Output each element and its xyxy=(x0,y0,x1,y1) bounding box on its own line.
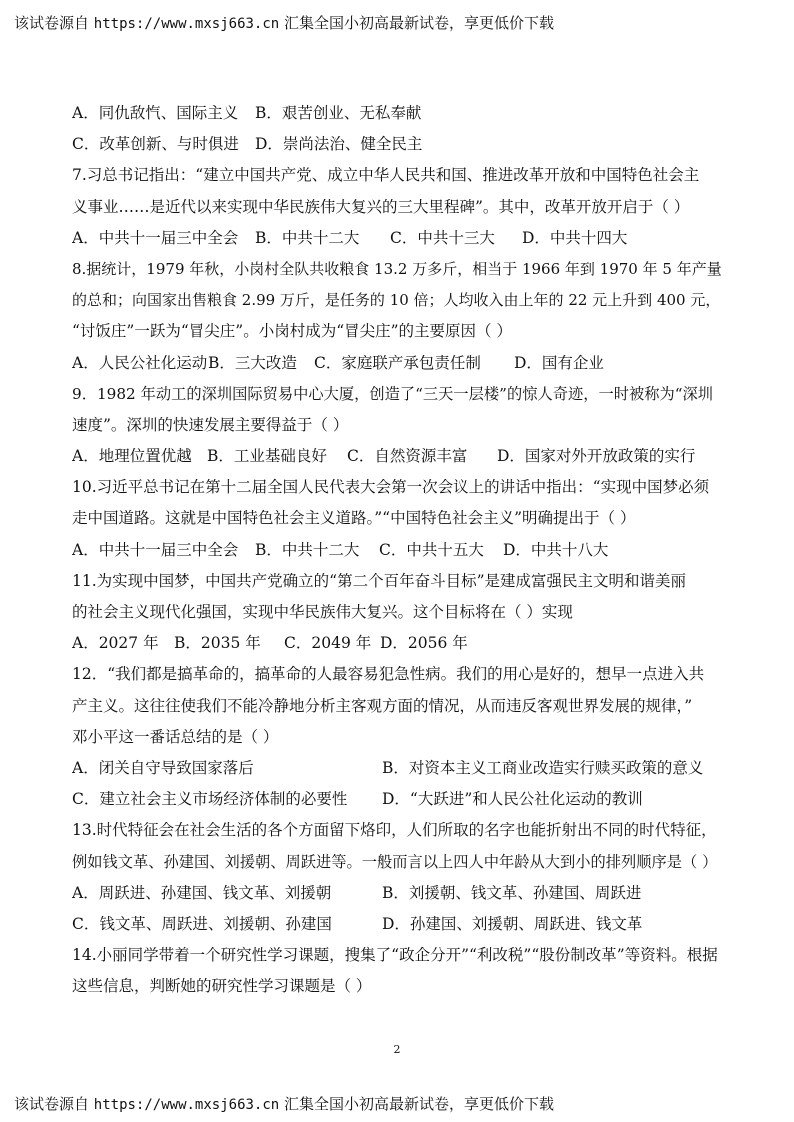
q13-options-row-1 xyxy=(72,878,722,909)
footer-prefix: 该试卷源自 xyxy=(14,1095,94,1113)
q10-option-d: D．中共十八大 xyxy=(503,540,609,559)
q11-option-d: D．2056 年 xyxy=(380,634,468,653)
page-number: 2 xyxy=(393,1043,401,1056)
q13-option-b: B．刘援朝、钱文革、孙建国、周跃进 xyxy=(382,883,642,902)
q11-stem-line-1: 11.为实现中国梦，中国共产党确立的“第二个百年奋斗目标”是建成富强民主文明和谐美丽 xyxy=(72,571,687,590)
q7-option-b: B．中共十二大 xyxy=(255,228,360,247)
q7-option-c: C．中共十三大 xyxy=(390,228,495,247)
q7-stem-line-2: 义事业……是近代以来实现中华民族伟大复兴的三大里程碑”。其中，改革开放开启于（ ） xyxy=(72,197,690,216)
q11-option-a: A．2027 年 xyxy=(72,634,159,653)
q8-option-b: B．三大改造 xyxy=(208,353,297,372)
q9-options xyxy=(72,441,722,472)
q9-stem-line-2: 速度”。深圳的快速发展主要得益于（ ） xyxy=(72,415,349,434)
q13-option-c: C．钱文革、周跃进、刘援朝、孙建国 xyxy=(72,914,332,933)
q8-option-a: A．人民公社化运动 xyxy=(72,353,208,372)
q6-option-b: B．艰苦创业、无私奉献 xyxy=(255,104,422,122)
q9-option-d: D．国家对外开放政策的实行 xyxy=(497,447,696,466)
q6-option-a: A．同仇敌忾、国际主义 xyxy=(72,104,239,122)
q10-stem-line-1: 10.习近平总书记在第十二届全国人民代表大会第一次会议上的讲话中指出：“实现中国梦必须 xyxy=(72,478,710,497)
q10-stem-line-2: 走中国道路。这就是中国特色社会主义道路。”“中国特色社会主义”明确提出于（ ） xyxy=(72,509,636,528)
q12-stem-line-3: 邓小平这一番话总结的是（ ） xyxy=(72,727,279,746)
q8-option-d: D．国有企业 xyxy=(514,353,604,372)
q9-option-a: A．地理位置优越 xyxy=(72,447,192,466)
q14-stem-line-1: 14.小丽同学带着一个研究性学习课题，搜集了“政企分开”“利改税”“股份制改革”等资料。根据 xyxy=(72,946,718,965)
q13-options-row-2 xyxy=(72,909,722,940)
q12-option-d: D．“大跃进”和人民公社化运动的教训 xyxy=(382,790,643,809)
q8-stem-line-3: “讨饭庄”一跃为“冒尖庄”。小岗村成为“冒尖庄”的主要原因（ ） xyxy=(72,322,512,341)
q11-stem-line-2: 的社会主义现代化强国，实现中华民族伟大复兴。这个目标将在（ ）实现 xyxy=(72,603,573,621)
q6-option-d: D．崇尚法治、健全民主 xyxy=(255,135,423,154)
q13-option-d: D．孙建国、刘援朝、周跃进、钱文革 xyxy=(382,914,643,933)
q7-options xyxy=(72,223,722,254)
q12-option-b: B．对资本主义工商业改造实行赎买政策的意义 xyxy=(382,758,704,777)
q8-option-c: C．家庭联产承包责任制 xyxy=(314,353,481,372)
q12-option-c: C．建立社会主义市场经济体制的必要性 xyxy=(72,790,348,809)
q11-option-c: C．2049 年 xyxy=(284,634,372,653)
q7-option-a: A．中共十一届三中全会 xyxy=(72,228,239,247)
footer-banner xyxy=(14,1093,554,1114)
q10-option-a: A．中共十一届三中全会 xyxy=(72,540,239,559)
q12-options-row-1 xyxy=(72,753,722,784)
q12-option-a: A．闭关自守导致国家落后 xyxy=(72,758,254,777)
header-url-link[interactable]: https://www.mxsj663.cn xyxy=(93,16,280,32)
q8-stem-line-2: 的总和；向国家出售粮食 2.99 万斤，是任务的 10 倍；人均收入由上年的 22 元上升到 400 元， xyxy=(72,291,721,310)
q9-option-c: C．自然资源丰富 xyxy=(347,447,468,466)
q8-options xyxy=(72,348,722,379)
q13-stem-line-2: 例如钱文革、孙建国、刘援朝、周跃进等。一般而言以上四人中年龄从大到小的排列顺序是（ ） xyxy=(72,852,718,871)
exam-content xyxy=(72,98,722,1002)
q7-stem-line-1: 7.习总书记指出：“建立中国共产党、成立中华人民共和国、推进改革开放和中国特色社会主 xyxy=(72,166,700,185)
q11-options xyxy=(72,628,722,659)
q7-option-d: D．中共十四大 xyxy=(522,228,628,247)
q10-option-c: C．中共十五大 xyxy=(379,540,484,559)
q8-stem-line-1: 8.据统计，1979 年秋，小岗村全队共收粮食 13.2 万多斤，相当于 1966 年到 1970 年 5 年产量 xyxy=(72,259,722,278)
q9-option-b: B．工业基础良好 xyxy=(207,447,327,466)
footer-url-link[interactable]: https://www.mxsj663.cn xyxy=(93,1097,280,1113)
q14-stem-line-2: 这些信息，判断她的研究性学习课题是（ ） xyxy=(72,977,372,996)
header-banner xyxy=(14,12,554,33)
q13-option-a: A．周跃进、孙建国、钱文革、刘援朝 xyxy=(72,883,332,902)
q6-options-row-2 xyxy=(72,129,722,160)
q6-option-c: C．改革创新、与时俱进 xyxy=(72,135,239,154)
q12-options-row-2 xyxy=(72,784,722,815)
q6-options-row-1 xyxy=(72,98,722,129)
q12-stem-line-1: 12．“我们都是搞革命的，搞革命的人最容易犯急性病。我们的用心是好的，想早一点进入共 xyxy=(72,665,705,684)
q10-option-b: B．中共十二大 xyxy=(255,540,360,559)
q9-stem-line-1: 9．1982 年动工的深圳国际贸易中心大厦，创造了“三天一层楼”的惊人奇迹，一时被称为“深圳 xyxy=(72,384,713,403)
footer-suffix: 汇集全国小初高最新试卷，享更低价下载 xyxy=(279,1095,554,1113)
header-prefix: 该试卷源自 xyxy=(14,14,94,32)
q12-stem-line-2: 产主义。这往往使我们不能冷静地分析主客观方面的情况，从而违反客观世界发展的规律，” xyxy=(72,696,693,715)
q11-option-b: B．2035 年 xyxy=(174,634,261,653)
q13-stem-line-1: 13.时代特征会在社会生活的各个方面留下烙印，人们所取的名字也能折射出不同的时代特征， xyxy=(72,821,717,840)
header-suffix: 汇集全国小初高最新试卷，享更低价下载 xyxy=(279,14,554,32)
q10-options xyxy=(72,535,722,566)
